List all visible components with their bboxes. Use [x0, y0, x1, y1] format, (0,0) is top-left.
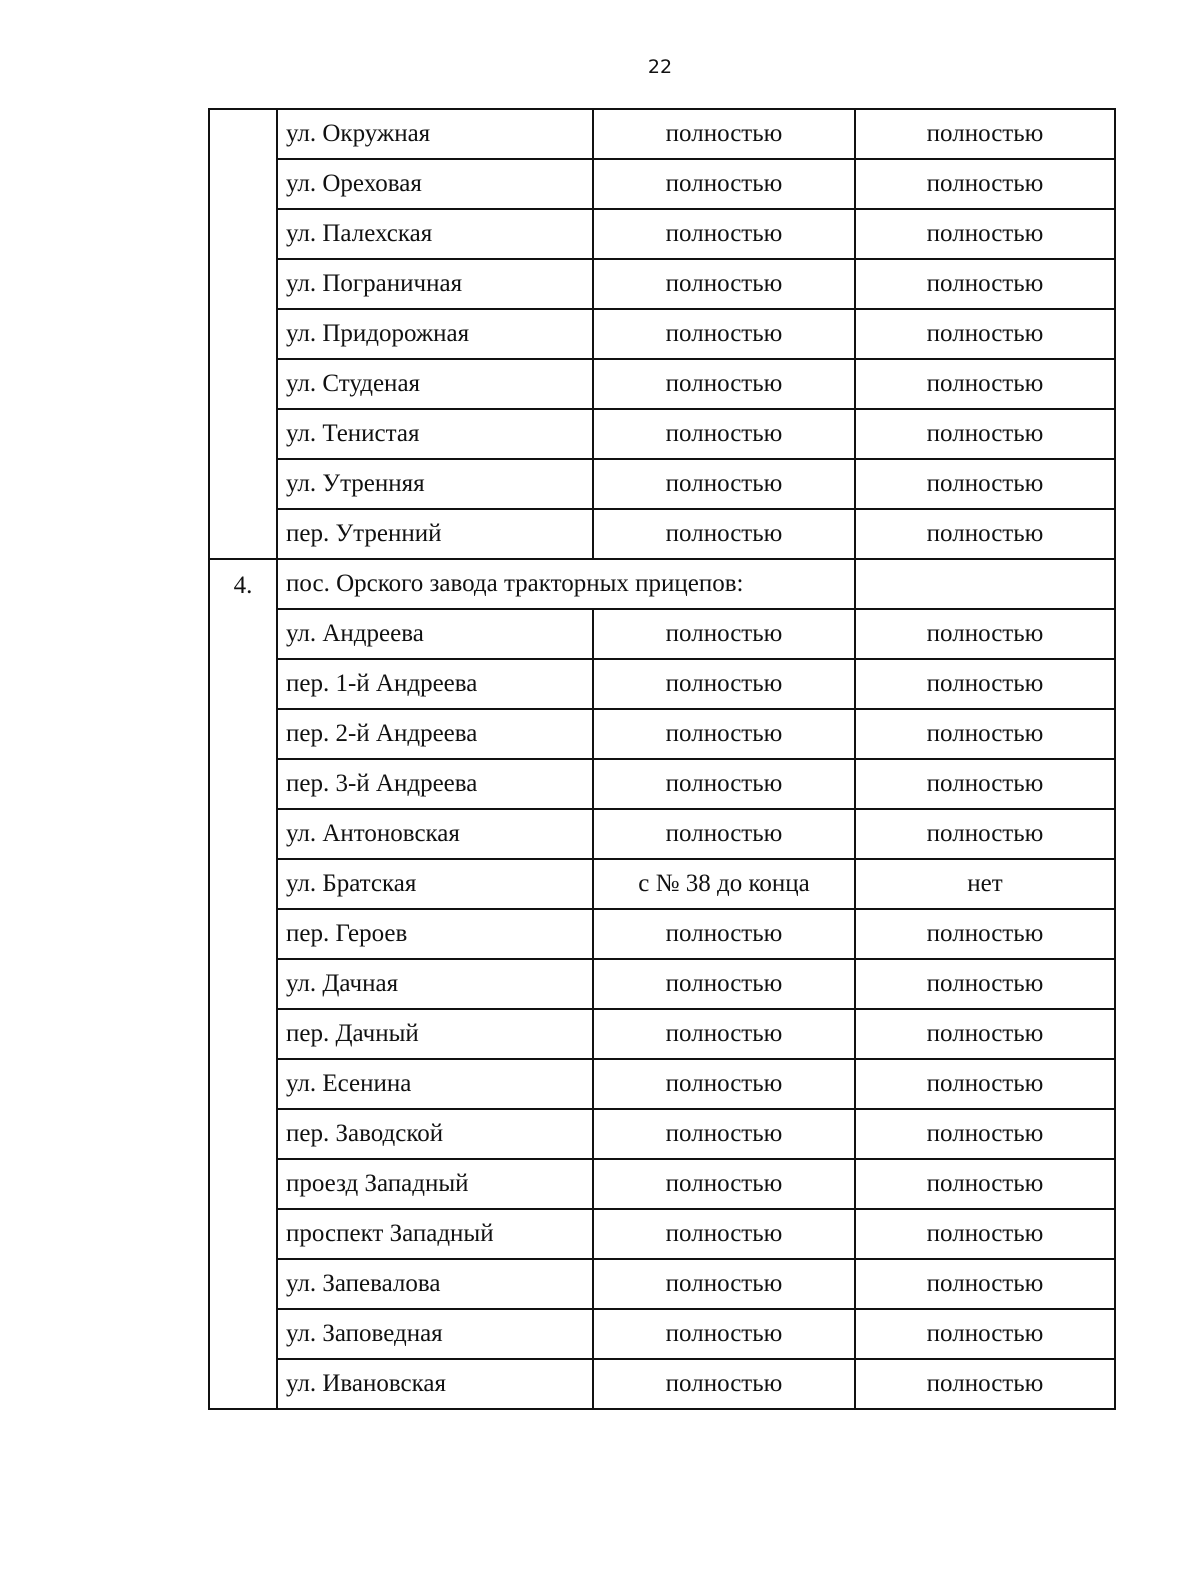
- coverage-cell: полностью: [855, 709, 1115, 759]
- table-row: [209, 859, 1115, 909]
- coverage-cell: полностью: [593, 1059, 855, 1109]
- street-name-cell: проспект Западный: [277, 1209, 593, 1259]
- coverage-cell: полностью: [855, 609, 1115, 659]
- table-row: [209, 459, 1115, 509]
- coverage-cell: полностью: [593, 1359, 855, 1409]
- coverage-cell: полностью: [593, 159, 855, 209]
- section-number-cell: 4.: [209, 559, 277, 1409]
- coverage-cell: полностью: [593, 359, 855, 409]
- coverage-cell: полностью: [593, 409, 855, 459]
- coverage-cell: полностью: [855, 1259, 1115, 1309]
- table-row: [209, 759, 1115, 809]
- coverage-cell: полностью: [855, 109, 1115, 159]
- table-row: [209, 1359, 1115, 1409]
- coverage-cell: полностью: [855, 759, 1115, 809]
- coverage-cell: полностью: [855, 1309, 1115, 1359]
- coverage-cell: полностью: [593, 659, 855, 709]
- street-name-cell: ул. Окружная: [277, 109, 593, 159]
- coverage-cell: полностью: [593, 609, 855, 659]
- coverage-cell: полностью: [855, 1209, 1115, 1259]
- coverage-cell: полностью: [855, 909, 1115, 959]
- table-row: [209, 659, 1115, 709]
- coverage-cell: полностью: [855, 1109, 1115, 1159]
- table-row: [209, 909, 1115, 959]
- coverage-cell: полностью: [855, 409, 1115, 459]
- street-name-cell: ул. Тенистая: [277, 409, 593, 459]
- table-row: [209, 1259, 1115, 1309]
- street-name-cell: пер. Героев: [277, 909, 593, 959]
- coverage-cell: полностью: [593, 209, 855, 259]
- coverage-cell: полностью: [593, 1209, 855, 1259]
- coverage-cell: полностью: [593, 1309, 855, 1359]
- coverage-cell: полностью: [855, 309, 1115, 359]
- coverage-cell: полностью: [855, 959, 1115, 1009]
- coverage-cell: полностью: [855, 1359, 1115, 1409]
- table-row: [209, 509, 1115, 559]
- table-row: [209, 1159, 1115, 1209]
- table-row: [209, 259, 1115, 309]
- street-name-cell: пер. Заводской: [277, 1109, 593, 1159]
- coverage-cell: полностью: [855, 1059, 1115, 1109]
- table-row: [209, 209, 1115, 259]
- section-number-cell: [209, 109, 277, 559]
- address-table-body: [209, 109, 1115, 1409]
- coverage-cell: полностью: [593, 959, 855, 1009]
- street-name-cell: ул. Антоновская: [277, 809, 593, 859]
- street-name-cell: пер. Дачный: [277, 1009, 593, 1059]
- coverage-cell: с № 38 до конца: [593, 859, 855, 909]
- coverage-cell: полностью: [855, 659, 1115, 709]
- street-name-cell: ул. Братская: [277, 859, 593, 909]
- coverage-cell: полностью: [855, 209, 1115, 259]
- coverage-cell: полностью: [593, 459, 855, 509]
- table-row: [209, 1109, 1115, 1159]
- street-name-cell: ул. Заповедная: [277, 1309, 593, 1359]
- street-name-cell: ул. Запевалова: [277, 1259, 593, 1309]
- coverage-cell: полностью: [855, 1009, 1115, 1059]
- street-name-cell: ул. Пограничная: [277, 259, 593, 309]
- coverage-cell: полностью: [593, 759, 855, 809]
- table-row: [209, 809, 1115, 859]
- street-name-cell: ул. Студеная: [277, 359, 593, 409]
- table-row: [209, 959, 1115, 1009]
- coverage-cell: полностью: [593, 259, 855, 309]
- street-name-cell: ул. Дачная: [277, 959, 593, 1009]
- coverage-cell: полностью: [593, 1109, 855, 1159]
- coverage-cell: полностью: [593, 709, 855, 759]
- coverage-cell: полностью: [593, 109, 855, 159]
- table-row: [209, 1309, 1115, 1359]
- empty-cell: [855, 559, 1115, 609]
- coverage-cell: полностью: [593, 1259, 855, 1309]
- coverage-cell: полностью: [855, 809, 1115, 859]
- street-name-cell: ул. Андреева: [277, 609, 593, 659]
- table-row: [209, 159, 1115, 209]
- coverage-cell: полностью: [855, 259, 1115, 309]
- coverage-cell: полностью: [855, 459, 1115, 509]
- table-row: [209, 609, 1115, 659]
- coverage-cell: полностью: [593, 809, 855, 859]
- street-name-cell: ул. Палехская: [277, 209, 593, 259]
- coverage-cell: полностью: [593, 509, 855, 559]
- page-number: 22: [647, 56, 673, 78]
- table-row: [209, 409, 1115, 459]
- street-name-cell: ул. Ивановская: [277, 1359, 593, 1409]
- street-name-cell: ул. Придорожная: [277, 309, 593, 359]
- street-name-cell: пер. Утренний: [277, 509, 593, 559]
- table-row: [209, 359, 1115, 409]
- street-name-cell: пер. 1-й Андреева: [277, 659, 593, 709]
- street-name-cell: пер. 2-й Андреева: [277, 709, 593, 759]
- street-name-cell: проезд Западный: [277, 1159, 593, 1209]
- street-name-cell: ул. Утренняя: [277, 459, 593, 509]
- address-table: [208, 108, 1116, 1410]
- coverage-cell: полностью: [593, 909, 855, 959]
- coverage-cell: полностью: [855, 1159, 1115, 1209]
- coverage-cell: полностью: [593, 1009, 855, 1059]
- section-heading-cell: пос. Орского завода тракторных прицепов:: [277, 559, 855, 609]
- street-name-cell: ул. Есенина: [277, 1059, 593, 1109]
- coverage-cell: полностью: [593, 1159, 855, 1209]
- coverage-cell: полностью: [855, 359, 1115, 409]
- table-row: [209, 309, 1115, 359]
- coverage-cell: полностью: [593, 309, 855, 359]
- coverage-cell: нет: [855, 859, 1115, 909]
- table-row: [209, 709, 1115, 759]
- table-row: [209, 1009, 1115, 1059]
- street-name-cell: ул. Ореховая: [277, 159, 593, 209]
- section-heading-row: [209, 559, 1115, 609]
- table-row: [209, 1209, 1115, 1259]
- coverage-cell: полностью: [855, 509, 1115, 559]
- street-name-cell: пер. 3-й Андреева: [277, 759, 593, 809]
- table-row: [209, 109, 1115, 159]
- coverage-cell: полностью: [855, 159, 1115, 209]
- table-row: [209, 1059, 1115, 1109]
